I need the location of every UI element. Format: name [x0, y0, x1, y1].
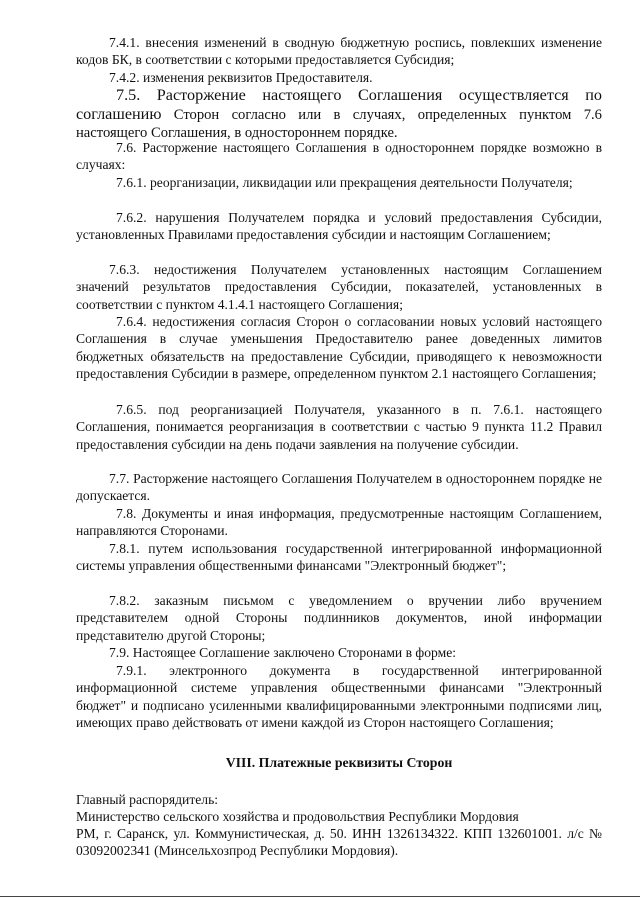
paragraph-7-5 — [76, 86, 602, 142]
paragraph-7-9-1: 7.9.1. электронного документа в государственной интегрированной информационной системе управления общественными финансами "Электронный бюджет" и подписано усиленными квалифицированными электронными подписями лиц, имеющих право действовать от имени каждой из Сторон настоящего Соглашения; — [76, 663, 602, 731]
paragraph-7-6-5: 7.6.5. под реорганизацией Получателя, указанного в п. 7.6.1. настоящего Соглашения, понимается реорганизация в соответствии с частью 9 пункта 11.2 Правил предоставления субсидии на день подачи заявления на получение субсидии. — [76, 402, 602, 452]
paragraph-7-5-lead: 7.5. Расторжение настоящего Соглашения осуществляется по соглашению — [76, 86, 602, 123]
section-heading: VIII. Платежные реквизиты Сторон — [225, 755, 453, 770]
paragraph-7-6-2: 7.6.2. нарушения Получателем порядка и условий предоставления Субсидии, установленных Правилами предоставления субсидии и настоящим Соглашением; — [76, 210, 602, 243]
paragraph-7-4-1: 7.4.1. внесения изменений в сводную бюджетную роспись, повлекших изменение кодов БК, в соответствии с которыми предоставляется Субсидия; — [76, 35, 602, 68]
requisites-label: Главный распорядитель: — [76, 792, 219, 807]
paragraph-7-5-rest: Сторон согласно или в случаях, определенных пунктом 7.6 настоящего Соглашения, в одностороннем порядке. — [76, 107, 602, 141]
requisites-address: РМ, г. Саранск, ул. Коммунистическая, д. 50. ИНН 1326134322. КПП 132601001. л/с № 03092002341 (Минсельхозпрод Республики Мордовия). — [76, 826, 602, 859]
paragraph-7-6-3: 7.6.3. недостижения Получателем установленных настоящим Соглашением значений результатов предоставления Субсидии, показателей, установленных в соответствии с пунктом 4.1.4.1 настоящего Соглашения; — [76, 262, 602, 312]
paragraph-7-8: 7.8. Документы и иная информация, предусмотренные настоящим Соглашением, направляются Сторонами. — [76, 506, 602, 539]
paragraph-7-8-2: 7.8.2. заказным письмом с уведомлением о вручении либо вручением представителем одной Стороны подлинников документов, иной информации представителю другой Стороны; — [76, 593, 602, 643]
paragraph-7-4-2: 7.4.2. изменения реквизитов Предоставителя. — [109, 70, 373, 85]
paragraph-7-6: 7.6. Расторжение настоящего Соглашения в одностороннем порядке возможно в случаях: — [76, 140, 602, 173]
page-bottom-rule — [0, 896, 640, 897]
paragraph-7-9: 7.9. Настоящее Соглашение заключено Сторонами в форме: — [109, 645, 457, 660]
paragraph-7-6-4: 7.6.4. недостижения согласия Сторон о согласовании новых условий настоящего Соглашения в случае уменьшения Предоставителю ранее доведенных лимитов бюджетных обязательств на предоставление Субсидии, приводящего к невозможности предоставления Субсидии в размере, определенном пунктом 2.1 настоящего Соглашения; — [76, 314, 602, 382]
paragraph-7-8-1: 7.8.1. путем использования государственной интегрированной информационной системы управления общественными финансами "Электронный бюджет"; — [76, 541, 602, 574]
requisites-ministry: Министерство сельского хозяйства и продовольствия Республики Мордовия — [76, 809, 519, 824]
paragraph-7-7: 7.7. Расторжение настоящего Соглашения Получателем в одностороннем порядке не допускается. — [76, 471, 602, 504]
paragraph-7-6-1: 7.6.1. реорганизации, ликвидации или прекращения деятельности Получателя; — [116, 175, 573, 190]
